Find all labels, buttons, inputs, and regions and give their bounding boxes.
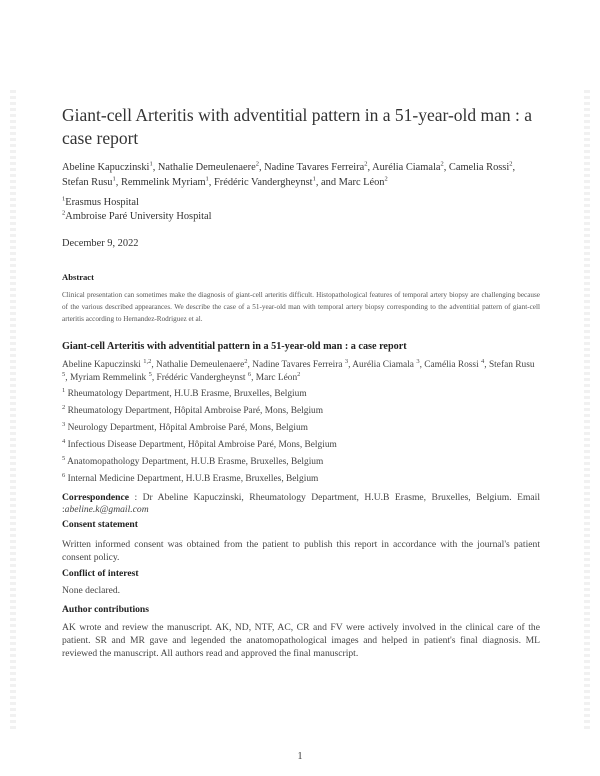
author-affiliation-mark: 2 xyxy=(364,160,368,168)
author: Aurélia Ciamala xyxy=(372,162,441,173)
affiliation xyxy=(62,196,540,210)
author-list-2: Abeline Kapuczinski $^{1,2}$, Nathalie Demeulenaere$^2$, Nadine Tavares Ferreira $^3$, Aurélia Ciamala $^3$, Camélia Rossi $^4$, Stefan Rusu $^5$, Myriam Remmelink $^5$, Frédéric Vandergheynst $^6$, Marc Léon$^2$ xyxy=(62,357,535,383)
author: Nathalie Demeulenaere xyxy=(156,360,245,370)
affiliation xyxy=(62,210,540,224)
correspondence-text: : Dr Abeline Kapuczinski, Rheumatology Department, H.U.B Erasme, Bruxelles, Belgium. Email : xyxy=(62,492,540,515)
department-mark: 4 xyxy=(62,437,66,445)
section-title: Giant-cell Arteritis with adventitial pattern in a 51-year-old man : a case report xyxy=(62,341,407,352)
contributions-text: AK wrote and review the manuscript. AK, ND, NTF, AC, CR and FV were actively involved in the clinical care of the patient. SR and MR gave and legended the anatomopathological images and helped in patient's final diagnosis. ML reviewed the manuscript. All authors read and approved the final manuscript. xyxy=(62,622,540,659)
department xyxy=(62,471,540,488)
department xyxy=(62,454,540,471)
department-mark: 5 xyxy=(62,454,66,462)
department xyxy=(62,403,540,420)
author-affiliation-mark: 3 xyxy=(344,357,349,365)
author-affiliation-mark: 2 xyxy=(384,175,388,183)
author-affiliation-mark: 5 xyxy=(62,370,66,378)
side-watermark-right xyxy=(584,90,590,730)
author: Myriam Remmelink xyxy=(69,372,149,383)
affiliation-name: Erasmus Hospital xyxy=(65,197,139,208)
author-affiliation-mark: 4 xyxy=(481,357,485,365)
department-text: Infectious Disease Department, Hôpital Ambroise Paré, Mons, Belgium xyxy=(67,440,337,450)
author-affiliation-mark: 5 xyxy=(148,370,152,378)
affiliation-mark: 1 xyxy=(62,195,66,203)
author: and Marc Léon xyxy=(321,176,385,188)
page-content xyxy=(62,104,540,660)
consent-heading: Consent statement xyxy=(62,519,138,530)
email-link[interactable]: abeline.k@gmail.com xyxy=(64,504,149,515)
author-affiliation-mark: 1 xyxy=(149,160,153,168)
author: Frédéric Vandergheynst xyxy=(213,176,313,188)
correspondence xyxy=(62,492,540,516)
department xyxy=(62,386,540,403)
author: Nadine Tavares Ferreira xyxy=(252,360,345,370)
author-affiliation-mark: 1 xyxy=(312,175,316,183)
consent-text: Written informed consent was obtained from the patient to publish this report in accordance with the journal's patient consent policy. xyxy=(62,539,540,563)
paper-date: December 9, 2022 xyxy=(62,238,139,249)
department-mark: 1 xyxy=(62,386,66,394)
department-text: Anatomopathology Department, H.U.B Erasme, Bruxelles, Belgium xyxy=(67,457,324,467)
author: Stefan Rusu xyxy=(62,176,113,188)
department-mark: 3 xyxy=(62,420,66,428)
department-text: Rheumatology Department, Hôpital Ambroise Paré, Mons, Belgium xyxy=(67,406,324,416)
paper-title: Giant-cell Arteritis with adventitial pattern in a 51-year-old man : a case report xyxy=(62,105,533,148)
department-text: Neurology Department, Hôpital Ambroise Paré, Mons, Belgium xyxy=(67,423,308,433)
author-affiliation-mark: 1 xyxy=(112,175,116,183)
author-affiliation-mark: 2 xyxy=(440,160,444,168)
author-affiliation-mark: 6 xyxy=(247,370,252,378)
conflict-heading: Conflict of interest xyxy=(62,568,139,579)
author: Nadine Tavares Ferreira xyxy=(264,162,365,173)
department xyxy=(62,437,540,454)
author-affiliation-mark: 1,2 xyxy=(143,357,152,365)
abstract-text: Clinical presentation can sometimes make the diagnosis of giant-cell arteritis difficult. Histopathological features of temporal artery biopsy are challenging because of the various described appearances. We describe the case of a 51-year-old man with temporal artery biopsy corresponding to the adventitial pattern of giant-cell arteritis according to Hernandez-Rodriguez et al. xyxy=(62,291,540,323)
author-affiliation-mark: 3 xyxy=(416,357,420,365)
author: Stefan Rusu xyxy=(488,360,535,370)
author-affiliation-mark: 1 xyxy=(205,175,209,183)
author: Nathalie Demeulenaere xyxy=(157,162,256,173)
author: Aurélia Ciamala xyxy=(352,360,417,370)
author: Remmelink Myriam xyxy=(120,176,206,188)
author-affiliation-mark: 2 xyxy=(255,160,259,168)
author-affiliation-mark: 2 xyxy=(244,357,248,365)
author: Abeline Kapuczinski xyxy=(62,162,150,173)
author: Camélia Rossi xyxy=(424,360,482,370)
author-affiliation-mark: 2 xyxy=(297,370,301,378)
affiliation-list xyxy=(62,196,540,224)
correspondence-label: Correspondence xyxy=(62,492,129,503)
author-affiliation-mark: 2 xyxy=(509,160,513,168)
department-mark: 6 xyxy=(62,471,66,479)
author: Abeline Kapuczinski xyxy=(62,360,144,370)
page-number: 1 xyxy=(297,751,303,762)
contributions-heading: Author contributions xyxy=(62,604,149,615)
side-watermark xyxy=(10,90,16,730)
abstract-heading: Abstract xyxy=(62,272,94,282)
department-text: Internal Medicine Department, H.U.B Erasme, Bruxelles, Belgium xyxy=(67,474,319,484)
author: Marc Léon xyxy=(255,372,298,383)
conflict-text: None declared. xyxy=(62,585,121,596)
department xyxy=(62,420,540,437)
department-text: Rheumatology Department, H.U.B Erasme, Bruxelles, Belgium xyxy=(67,389,307,399)
affiliation-mark: 2 xyxy=(62,209,66,217)
affiliation-name: Ambroise Paré University Hospital xyxy=(65,211,212,222)
author-list: Abeline Kapuczinski$^1$, Nathalie Demeulenaere$^2$, Nadine Tavares Ferreira$^2$, Aurélia Ciamala$^2$, Camelia Rossi$^2$, Stefan Rusu$^1$, Remmelink Myriam$^1$, Frédéric Vandergheynst$^1$, and Marc Léon$^2$ xyxy=(62,160,516,188)
author: Camelia Rossi xyxy=(448,162,510,173)
department-list xyxy=(62,386,540,488)
author: Frédéric Vandergheynst xyxy=(156,372,248,383)
department-mark: 2 xyxy=(62,403,66,411)
